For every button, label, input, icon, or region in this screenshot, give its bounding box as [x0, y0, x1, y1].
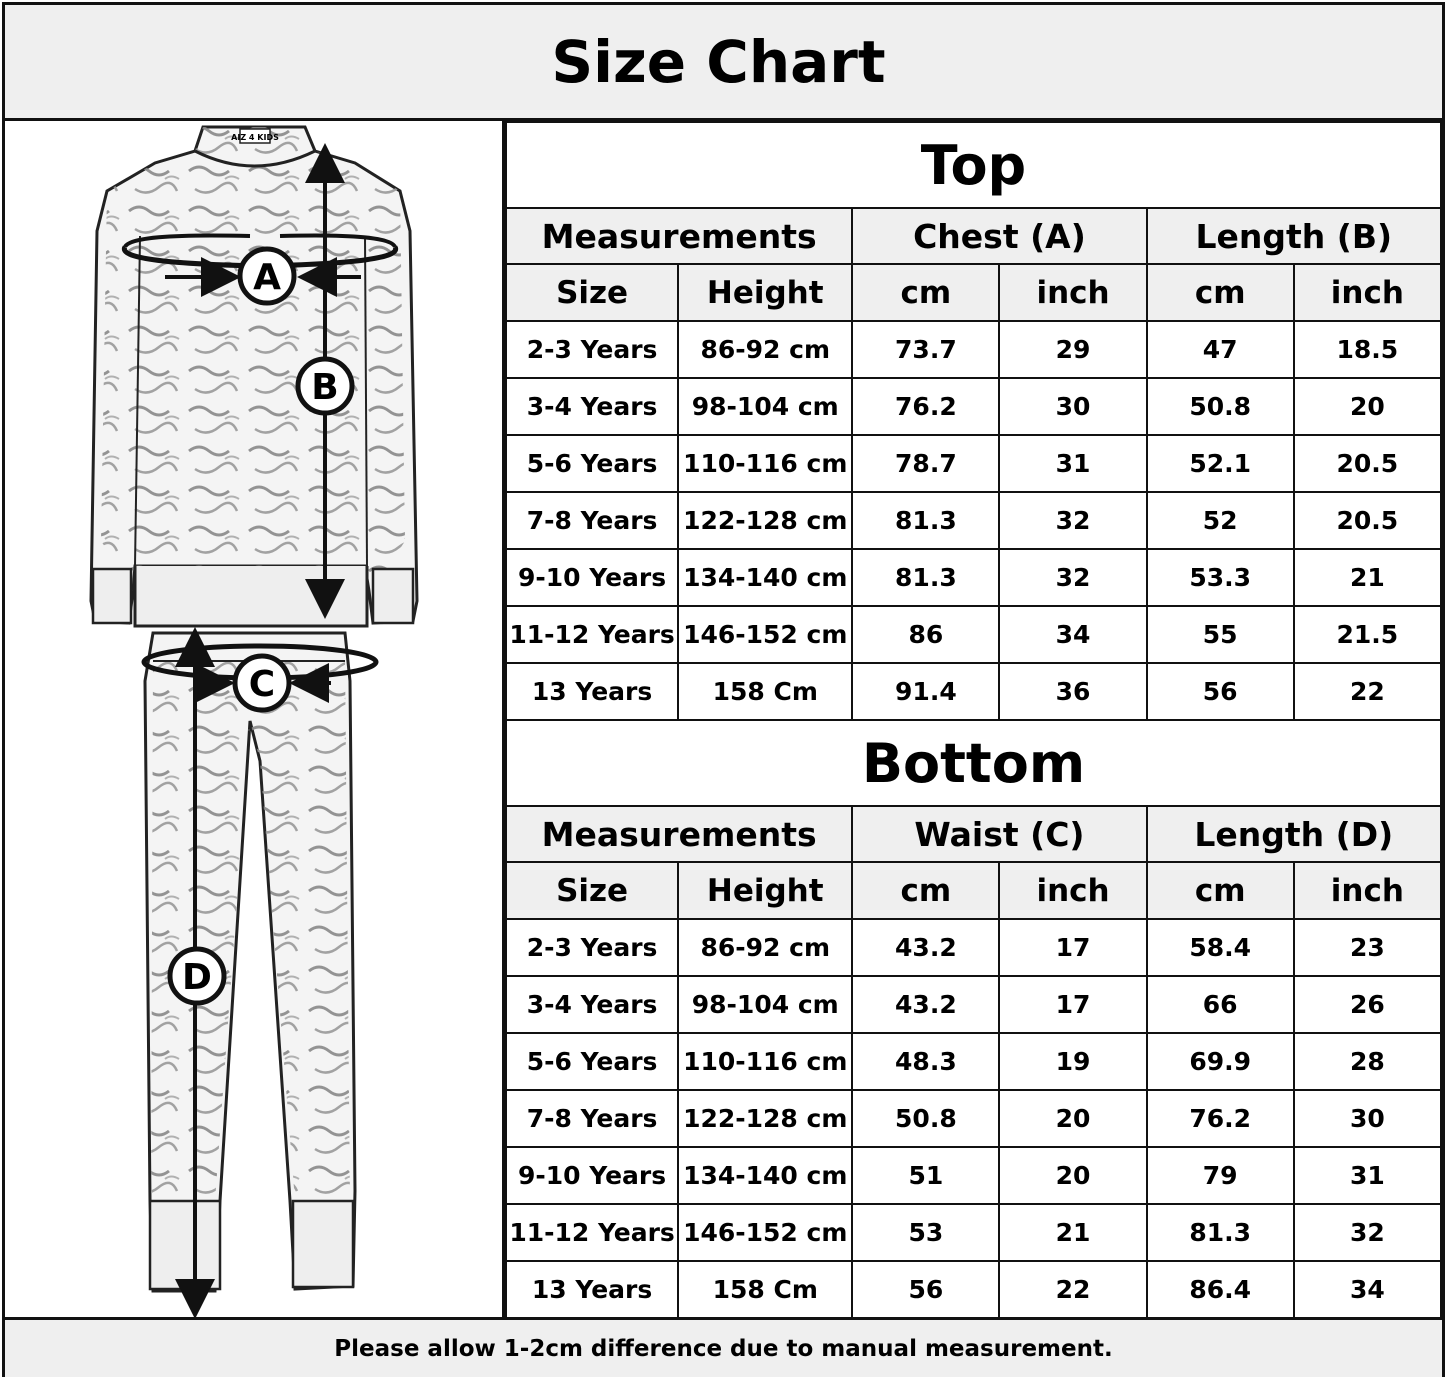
table-cell: 69.9	[1147, 1033, 1294, 1090]
table-cell: 31	[999, 435, 1146, 492]
table-cell: 20	[999, 1147, 1146, 1204]
column-header: inch	[999, 264, 1146, 321]
top-group-chest: Chest (A)	[852, 208, 1146, 264]
table-cell: 17	[999, 976, 1146, 1033]
garment-illustration-panel	[5, 121, 505, 1317]
table-cell: 81.3	[852, 549, 999, 606]
top-section-title: Top	[506, 122, 1441, 208]
table-cell: 52.1	[1147, 435, 1294, 492]
table-cell: 98-104 cm	[678, 976, 852, 1033]
table-cell: 23	[1294, 919, 1441, 976]
table-cell: 22	[999, 1261, 1146, 1318]
table-cell: 36	[999, 663, 1146, 720]
table-cell: 13 Years	[506, 1261, 678, 1318]
table-cell: 53.3	[1147, 549, 1294, 606]
table-row	[506, 976, 1441, 1033]
table-cell: 86-92 cm	[678, 919, 852, 976]
column-header: inch	[1294, 264, 1441, 321]
table-cell: 158 Cm	[678, 663, 852, 720]
table-cell: 50.8	[852, 1090, 999, 1147]
table-row	[506, 492, 1441, 549]
table-cell: 146-152 cm	[678, 606, 852, 663]
table-cell: 110-116 cm	[678, 1033, 852, 1090]
column-header: cm	[1147, 862, 1294, 919]
table-cell: 32	[1294, 1204, 1441, 1261]
table-cell: 9-10 Years	[506, 1147, 678, 1204]
marker-a: A	[253, 257, 281, 298]
table-cell: 52	[1147, 492, 1294, 549]
table-cell: 5-6 Years	[506, 1033, 678, 1090]
table-cell: 21	[999, 1204, 1146, 1261]
marker-c: C	[248, 664, 276, 705]
marker-d: D	[182, 957, 212, 998]
column-header: Height	[678, 264, 852, 321]
table-row	[506, 1147, 1441, 1204]
table-cell: 30	[1294, 1090, 1441, 1147]
table-cell: 17	[999, 919, 1146, 976]
marker-b: B	[311, 367, 339, 408]
table-cell: 34	[1294, 1261, 1441, 1318]
bottom-table-body	[506, 919, 1441, 1318]
table-cell: 86-92 cm	[678, 321, 852, 378]
table-row	[506, 435, 1441, 492]
table-row	[506, 663, 1441, 720]
table-cell: 76.2	[852, 378, 999, 435]
table-cell: 50.8	[1147, 378, 1294, 435]
table-cell: 2-3 Years	[506, 919, 678, 976]
table-cell: 48.3	[852, 1033, 999, 1090]
table-cell: 20	[999, 1090, 1146, 1147]
table-cell: 20	[1294, 378, 1441, 435]
sweatshirt-drawing	[91, 127, 417, 626]
footer-text: Please allow 1-2cm difference due to manual measurement.	[334, 1335, 1113, 1362]
table-cell: 21.5	[1294, 606, 1441, 663]
table-cell: 31	[1294, 1147, 1441, 1204]
table-cell: 20.5	[1294, 492, 1441, 549]
table-row	[506, 1090, 1441, 1147]
table-cell: 56	[852, 1261, 999, 1318]
table-cell: 32	[999, 549, 1146, 606]
table-cell: 78.7	[852, 435, 999, 492]
table-cell: 29	[999, 321, 1146, 378]
table-cell: 43.2	[852, 919, 999, 976]
size-tables-panel	[505, 121, 1442, 1317]
table-cell: 86	[852, 606, 999, 663]
table-cell: 47	[1147, 321, 1294, 378]
column-header: Size	[506, 264, 678, 321]
bottom-group-length: Length (D)	[1147, 806, 1441, 862]
table-cell: 20.5	[1294, 435, 1441, 492]
table-cell: 18.5	[1294, 321, 1441, 378]
table-cell: 28	[1294, 1033, 1441, 1090]
table-cell: 81.3	[1147, 1204, 1294, 1261]
table-cell: 5-6 Years	[506, 435, 678, 492]
table-cell: 98-104 cm	[678, 378, 852, 435]
bottom-group-waist: Waist (C)	[852, 806, 1146, 862]
table-cell: 79	[1147, 1147, 1294, 1204]
table-cell: 122-128 cm	[678, 492, 852, 549]
table-cell: 91.4	[852, 663, 999, 720]
table-cell: 34	[999, 606, 1146, 663]
table-cell: 19	[999, 1033, 1146, 1090]
bottom-group-measurements: Measurements	[506, 806, 852, 862]
table-cell: 3-4 Years	[506, 976, 678, 1033]
table-cell: 32	[999, 492, 1146, 549]
top-size-table	[505, 121, 1442, 721]
column-header: Height	[678, 862, 852, 919]
column-header: Size	[506, 862, 678, 919]
title-bar	[5, 5, 1442, 121]
table-row	[506, 1033, 1441, 1090]
table-cell: 26	[1294, 976, 1441, 1033]
table-row	[506, 1261, 1441, 1318]
column-header: cm	[852, 264, 999, 321]
table-cell: 11-12 Years	[506, 606, 678, 663]
table-cell: 22	[1294, 663, 1441, 720]
column-header: cm	[852, 862, 999, 919]
table-cell: 55	[1147, 606, 1294, 663]
table-row	[506, 321, 1441, 378]
table-cell: 56	[1147, 663, 1294, 720]
table-cell: 134-140 cm	[678, 549, 852, 606]
table-cell: 2-3 Years	[506, 321, 678, 378]
table-row	[506, 919, 1441, 976]
table-row	[506, 606, 1441, 663]
table-cell: 122-128 cm	[678, 1090, 852, 1147]
page-title: Size Chart	[551, 27, 886, 96]
column-header: inch	[999, 862, 1146, 919]
table-cell: 7-8 Years	[506, 1090, 678, 1147]
garment-illustration	[5, 121, 502, 1317]
table-cell: 66	[1147, 976, 1294, 1033]
table-cell: 30	[999, 378, 1146, 435]
table-cell: 53	[852, 1204, 999, 1261]
table-row	[506, 549, 1441, 606]
table-cell: 158 Cm	[678, 1261, 852, 1318]
table-cell: 58.4	[1147, 919, 1294, 976]
table-cell: 3-4 Years	[506, 378, 678, 435]
table-cell: 110-116 cm	[678, 435, 852, 492]
column-header: inch	[1294, 862, 1441, 919]
table-cell: 51	[852, 1147, 999, 1204]
table-cell: 134-140 cm	[678, 1147, 852, 1204]
column-header: cm	[1147, 264, 1294, 321]
size-chart-frame	[2, 2, 1445, 1377]
table-cell: 43.2	[852, 976, 999, 1033]
table-cell: 13 Years	[506, 663, 678, 720]
brand-label: AIZ 4 KIDS	[231, 133, 279, 142]
table-row	[506, 1204, 1441, 1261]
table-cell: 81.3	[852, 492, 999, 549]
table-cell: 11-12 Years	[506, 1204, 678, 1261]
top-group-measurements: Measurements	[506, 208, 852, 264]
table-cell: 9-10 Years	[506, 549, 678, 606]
footer-note	[5, 1317, 1442, 1377]
bottom-section-title: Bottom	[506, 721, 1441, 806]
bottom-size-table	[505, 721, 1442, 1319]
top-group-length: Length (B)	[1147, 208, 1441, 264]
top-table-body	[506, 321, 1441, 720]
table-cell: 21	[1294, 549, 1441, 606]
table-cell: 7-8 Years	[506, 492, 678, 549]
table-cell: 73.7	[852, 321, 999, 378]
table-row	[506, 378, 1441, 435]
table-cell: 76.2	[1147, 1090, 1294, 1147]
table-cell: 146-152 cm	[678, 1204, 852, 1261]
table-cell: 86.4	[1147, 1261, 1294, 1318]
